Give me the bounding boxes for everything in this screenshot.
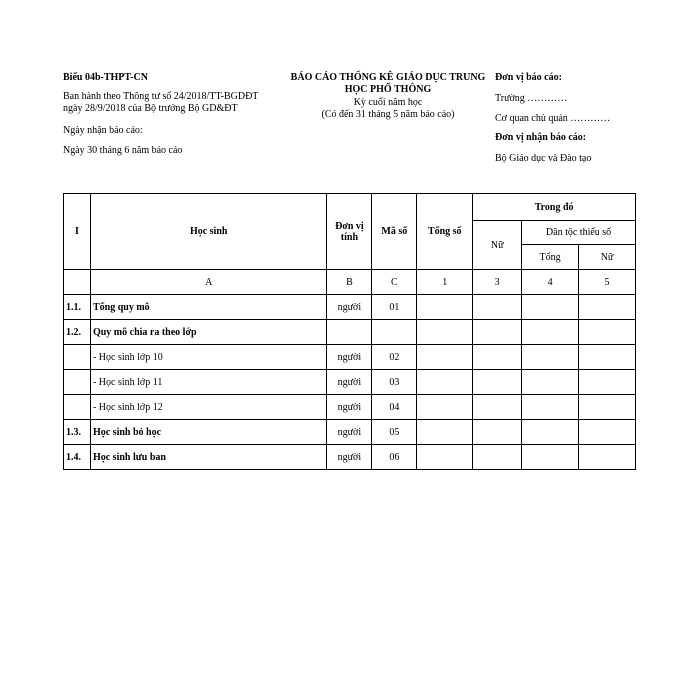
row-total-cell <box>417 345 473 370</box>
header-total: Tổng số <box>417 194 473 270</box>
row-unit: người <box>327 345 372 370</box>
header-among: Trong đó <box>473 194 636 221</box>
row-ethnic-female-cell <box>579 445 636 470</box>
row-ethnic-total-cell <box>522 295 579 320</box>
receiving-unit-label: Đơn vị nhận báo cáo: <box>495 132 587 143</box>
form-code: Biểu 04b-THPT-CN <box>63 72 148 83</box>
row-ethnic-female-cell <box>579 395 636 420</box>
row-female-cell <box>473 320 522 345</box>
table-body <box>64 295 636 470</box>
issued-line-1: Ban hành theo Thông tư số 24/2018/TT-BGDĐT <box>63 91 259 102</box>
header-ethnic: Dân tộc thiểu số <box>522 221 636 245</box>
row-total-cell <box>417 320 473 345</box>
header-i: I <box>64 194 91 270</box>
report-title-line-2: HỌC PHỔ THÔNG <box>344 84 432 95</box>
received-value: Ngày 30 tháng 6 năm báo cáo <box>63 145 183 156</box>
row-ethnic-female-cell <box>579 420 636 445</box>
row-total-cell <box>417 395 473 420</box>
school-field: Trường ………… <box>495 93 568 104</box>
row-total-cell <box>417 370 473 395</box>
row-unit: người <box>327 295 372 320</box>
row-ethnic-total-cell <box>522 420 579 445</box>
row-label: - Học sinh lớp 11 <box>90 370 326 395</box>
index-cell: 1 <box>417 270 473 295</box>
table-row <box>64 295 636 320</box>
row-code: 03 <box>372 370 417 395</box>
table-row <box>64 420 636 445</box>
row-unit: người <box>327 370 372 395</box>
row-female-cell <box>473 345 522 370</box>
header-code: Mã số <box>372 194 417 270</box>
table-row <box>64 345 636 370</box>
index-cell: 4 <box>522 270 579 295</box>
row-ethnic-female-cell <box>579 345 636 370</box>
table-row <box>64 320 636 345</box>
row-code: 05 <box>372 420 417 445</box>
index-cell: C <box>372 270 417 295</box>
row-ethnic-total-cell <box>522 320 579 345</box>
row-code <box>372 320 417 345</box>
index-cell: B <box>327 270 372 295</box>
row-unit: người <box>327 395 372 420</box>
row-unit: người <box>327 445 372 470</box>
row-code: 04 <box>372 395 417 420</box>
table-row <box>64 395 636 420</box>
row-female-cell <box>473 295 522 320</box>
row-unit <box>327 320 372 345</box>
row-number <box>64 395 91 420</box>
report-title-line-1: BÁO CÁO THỐNG KÊ GIÁO DỤC TRUNG <box>290 72 486 83</box>
index-cell: 3 <box>473 270 522 295</box>
row-female-cell <box>473 395 522 420</box>
row-ethnic-female-cell <box>579 295 636 320</box>
row-female-cell <box>473 370 522 395</box>
row-label: - Học sinh lớp 12 <box>90 395 326 420</box>
received-label: Ngày nhận báo cáo: <box>63 125 143 136</box>
row-ethnic-female-cell <box>579 320 636 345</box>
index-row <box>64 270 636 295</box>
statistics-table <box>63 193 636 470</box>
row-female-cell <box>473 445 522 470</box>
row-female-cell <box>473 420 522 445</box>
row-number: 1.4. <box>64 445 91 470</box>
row-code: 01 <box>372 295 417 320</box>
reporting-unit-label: Đơn vị báo cáo: <box>495 72 562 83</box>
row-label: Học sinh bỏ học <box>90 420 326 445</box>
report-period-note: (Có đến 31 tháng 5 năm báo cáo) <box>321 109 455 120</box>
row-ethnic-total-cell <box>522 345 579 370</box>
row-number: 1.3. <box>64 420 91 445</box>
row-ethnic-female-cell <box>579 370 636 395</box>
row-number <box>64 345 91 370</box>
row-label: Tổng quy mô <box>90 295 326 320</box>
receiving-unit: Bộ Giáo dục và Đào tạo <box>495 153 592 164</box>
row-number <box>64 370 91 395</box>
index-cell: A <box>90 270 326 295</box>
table-row <box>64 370 636 395</box>
row-total-cell <box>417 420 473 445</box>
header-female: Nữ <box>473 221 522 270</box>
row-label: - Học sinh lớp 10 <box>90 345 326 370</box>
header-students: Học sinh <box>90 194 326 270</box>
row-ethnic-total-cell <box>522 445 579 470</box>
row-code: 06 <box>372 445 417 470</box>
row-label: Học sinh lưu ban <box>90 445 326 470</box>
row-code: 02 <box>372 345 417 370</box>
header-ethnic-female: Nữ <box>579 245 636 270</box>
table-row <box>64 445 636 470</box>
governing-agency-field: Cơ quan chủ quản ………… <box>495 113 611 124</box>
header-unit: Đơn vị tính <box>327 194 372 270</box>
row-ethnic-total-cell <box>522 395 579 420</box>
issued-line-2: ngày 28/9/2018 của Bộ trưởng Bộ GD&ĐT <box>63 103 238 114</box>
row-total-cell <box>417 445 473 470</box>
row-ethnic-total-cell <box>522 370 579 395</box>
index-cell: 5 <box>579 270 636 295</box>
header-ethnic-total: Tổng <box>522 245 579 270</box>
row-label: Quy mô chia ra theo lớp <box>90 320 326 345</box>
report-period: Kỳ cuối năm học <box>353 97 423 108</box>
row-number: 1.1. <box>64 295 91 320</box>
row-number: 1.2. <box>64 320 91 345</box>
row-total-cell <box>417 295 473 320</box>
row-unit: người <box>327 420 372 445</box>
